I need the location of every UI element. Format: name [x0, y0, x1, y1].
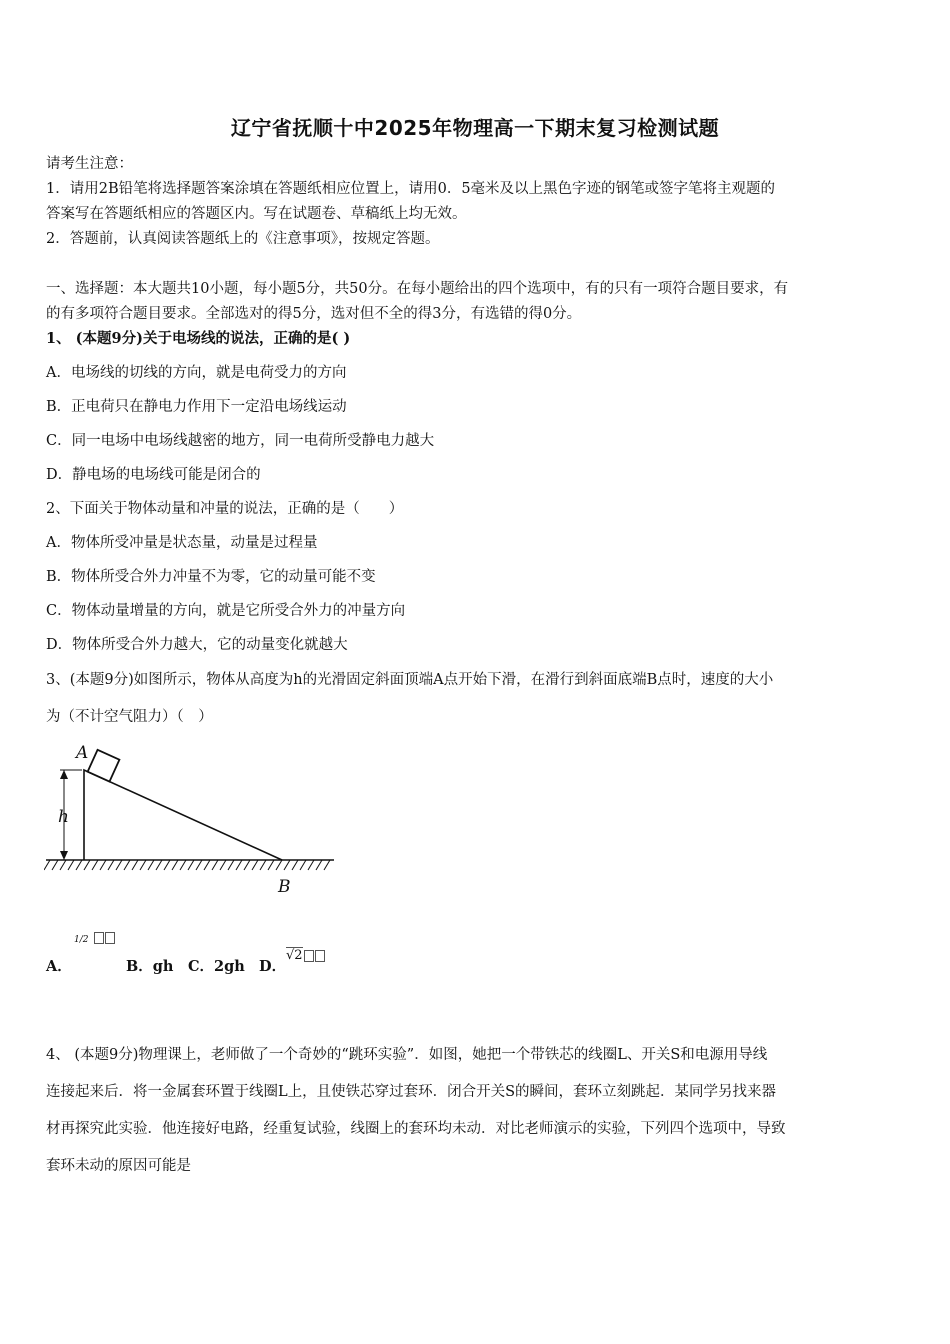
q3-stem-line1: 3、(本题9分)如图所示，物体从高度为h的光滑固定斜面顶端A点开始下滑，在滑行到斜面底端B点时，速度的大小 [46, 672, 774, 688]
q2-stem: 2、下面关于物体动量和冲量的说法，正确的是（ ） [46, 501, 404, 517]
notice-item2: 2．答题前，认真阅读答题纸上的《注意事项》，按规定答题。 [46, 231, 440, 247]
label-a: A [76, 743, 89, 763]
label-h: h [58, 807, 69, 827]
q4-line4: 套环未动的原因可能是 [46, 1158, 191, 1174]
height-arrow-top [60, 770, 68, 779]
q2-option-b: B．物体所受合外力冲量不为零，它的动量可能不变 [46, 569, 376, 585]
q3-answer-d-expr [286, 948, 325, 963]
q3-stem-line2: 为（不计空气阻力）（ ） [46, 709, 213, 725]
q1-option-b: B．正电荷只在静电力作用下一定沿电场线运动 [46, 399, 347, 415]
section1-line2: 的有多项符合题目要求。全部选对的得5分，选对但不全的得3分，有选错的得0分。 [46, 306, 582, 322]
q3-answer-c: C．2gh [188, 958, 245, 975]
placeholder-box-icon [315, 950, 325, 962]
placeholder-box-icon [105, 932, 115, 944]
q3-answer-d-label: D． [259, 958, 287, 975]
q1-option-d: D．静电场的电场线可能是闭合的 [46, 467, 261, 483]
section1-line1: 一、选择题：本大题共10小题，每小题5分，共50分。在每小题给出的四个选项中，有的只有一项符合题目要求，有 [46, 281, 789, 297]
q3-answer-a-label: A． [46, 958, 72, 975]
incline-figure [44, 736, 344, 896]
block [88, 750, 120, 782]
notice-heading: 请考生注意： [46, 156, 133, 172]
q3-answers [46, 928, 446, 978]
q4-line3: 材再探究此实验．他连接好电路，经重复试验，线圈上的套环均未动．对比老师演示的实验，下列四个选项中，导致 [46, 1121, 786, 1137]
notice-item1-line1: 1．请用2B铅笔将选择题答案涂填在答题纸相应位置上，请用0．5毫米及以上黑色字迹的钢笔或签字笔将主观题的 [46, 181, 776, 197]
q2-option-a: A．物体所受冲量是状态量，动量是过程量 [46, 535, 318, 551]
incline-slope [84, 770, 282, 860]
ground-hatch [44, 860, 330, 870]
q2-option-c: C．物体动量增量的方向，就是它所受合外力的冲量方向 [46, 603, 406, 619]
q1-option-a: A．电场线的切线的方向，就是电荷受力的方向 [46, 365, 347, 381]
q4-line2: 连接起来后．将一金属套环置于线圈L上，且使铁芯穿过套环．闭合开关S的瞬间，套环立刻跳起．某同学另找来器 [46, 1084, 777, 1100]
q2-option-d: D．物体所受合外力越大，它的动量变化就越大 [46, 637, 348, 653]
placeholder-box-icon [94, 932, 104, 944]
q3-answer-d-sqrt: √2 [286, 948, 303, 963]
label-b: B [278, 877, 291, 896]
page-title: 辽宁省抚顺十中2025年物理高一下期末复习检测试题 [230, 116, 720, 140]
q1-stem: 1、 (本题9分)关于电场线的说法，正确的是( ) [46, 330, 351, 347]
height-arrow-bottom [60, 851, 68, 860]
q3-answer-b: B．gh [126, 958, 174, 975]
q1-option-c: C．同一电场中电场线越密的地方，同一电荷所受静电力越大 [46, 433, 435, 449]
q4-line1: 4、 (本题9分)物理课上，老师做了一个奇妙的“跳环实验”．如图，她把一个带铁芯的线圈L、开关S和电源用导线 [46, 1047, 768, 1063]
placeholder-box-icon [304, 950, 314, 962]
q3-answer-a-frac: 1/2 [74, 935, 89, 945]
notice-item1-line2: 答案写在答题纸相应的答题区内。写在试题卷、草稿纸上均无效。 [46, 206, 467, 222]
q3-answer-a-expr [74, 930, 115, 946]
